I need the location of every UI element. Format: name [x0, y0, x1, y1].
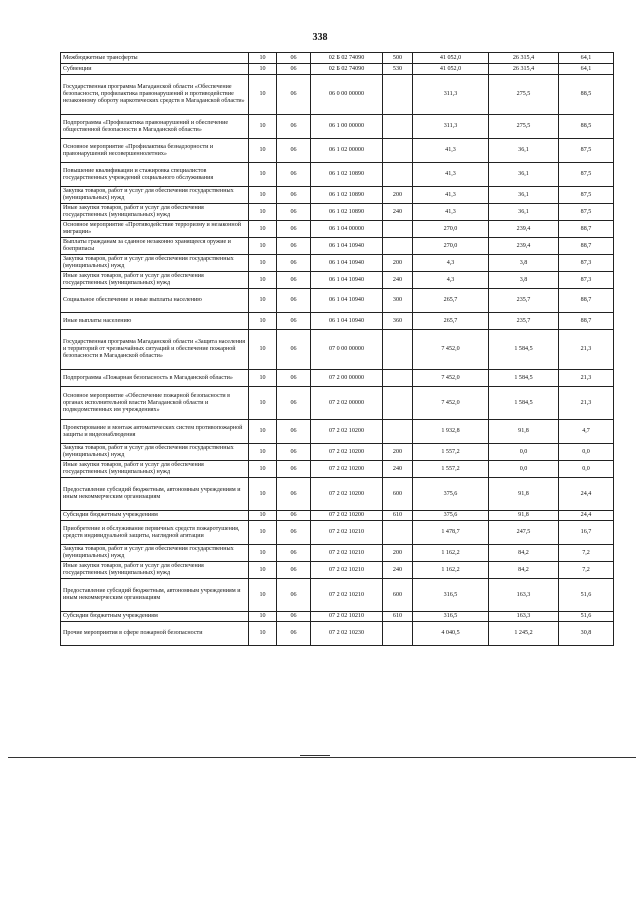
execution-percent-cell: 30,8 [559, 622, 614, 646]
planned-amount-cell: 4 040,5 [413, 622, 489, 646]
execution-percent-cell: 87,5 [559, 187, 614, 204]
razdel-cell: 10 [249, 612, 277, 622]
expense-type-cell: 200 [383, 255, 413, 272]
actual-amount-cell: 84,2 [489, 545, 559, 562]
razdel-cell: 10 [249, 521, 277, 545]
podrazdel-cell: 06 [277, 75, 311, 115]
expense-type-cell: 200 [383, 545, 413, 562]
table-row [61, 313, 614, 330]
name-cell: Иные закупки товаров, работ и услуг для обеспечения государственных (муниципальных) нужд [61, 461, 249, 478]
expense-type-cell: 610 [383, 511, 413, 521]
razdel-cell: 10 [249, 511, 277, 521]
razdel-cell: 10 [249, 75, 277, 115]
razdel-cell: 10 [249, 330, 277, 370]
name-cell: Иные закупки товаров, работ и услуг для обеспечения государственных (муниципальных) нужд [61, 204, 249, 221]
planned-amount-cell: 41,3 [413, 204, 489, 221]
target-article-cell: 06 1 04 10940 [311, 255, 383, 272]
podrazdel-cell: 06 [277, 139, 311, 163]
actual-amount-cell: 91,8 [489, 478, 559, 511]
table-row [61, 221, 614, 238]
execution-percent-cell: 64,1 [559, 64, 614, 75]
target-article-cell: 07 2 02 10210 [311, 612, 383, 622]
expense-type-cell: 610 [383, 612, 413, 622]
actual-amount-cell: 91,8 [489, 420, 559, 444]
table-row [61, 255, 614, 272]
execution-percent-cell: 51,6 [559, 579, 614, 612]
table-row [61, 521, 614, 545]
bottom-rule [8, 757, 636, 758]
execution-percent-cell: 87,5 [559, 204, 614, 221]
name-cell: Иные закупки товаров, работ и услуг для обеспечения государственных (муниципальных) нужд [61, 272, 249, 289]
actual-amount-cell: 247,5 [489, 521, 559, 545]
podrazdel-cell: 06 [277, 461, 311, 478]
target-article-cell: 07 2 02 10200 [311, 461, 383, 478]
table-row [61, 612, 614, 622]
podrazdel-cell: 06 [277, 511, 311, 521]
execution-percent-cell: 87,5 [559, 139, 614, 163]
expense-type-cell: 500 [383, 53, 413, 64]
name-cell: Подпрограмма «Профилактика правонарушений и обеспечение общественной безопасности в Магаданской области» [61, 115, 249, 139]
actual-amount-cell: 239,4 [489, 221, 559, 238]
planned-amount-cell: 1 478,7 [413, 521, 489, 545]
name-cell: Государственная программа Магаданской области «Защита населения и территорий от чрезвычайных ситуаций и обеспечение пожарной безопасности в Магаданской области» [61, 330, 249, 370]
expense-type-cell [383, 221, 413, 238]
budget-table [60, 52, 614, 646]
razdel-cell: 10 [249, 562, 277, 579]
podrazdel-cell: 06 [277, 221, 311, 238]
name-cell: Иные выплаты населению [61, 313, 249, 330]
podrazdel-cell: 06 [277, 53, 311, 64]
podrazdel-cell: 06 [277, 612, 311, 622]
execution-percent-cell: 87,3 [559, 255, 614, 272]
name-cell: Государственная программа Магаданской области «Обеспечение безопасности, профилактика правонарушений и противодействие незаконному обороту наркотических средств в Магаданской области» [61, 75, 249, 115]
table-row [61, 272, 614, 289]
name-cell: Межбюджетные трансферты [61, 53, 249, 64]
razdel-cell: 10 [249, 289, 277, 313]
name-cell: Основное мероприятие «Обеспечение пожарной безопасности в органах исполнительной власти Магаданской области и подведомственных им учреждениях» [61, 387, 249, 420]
execution-percent-cell: 21,3 [559, 387, 614, 420]
target-article-cell: 02 Б 02 74090 [311, 64, 383, 75]
execution-percent-cell: 16,7 [559, 521, 614, 545]
planned-amount-cell: 41,3 [413, 139, 489, 163]
name-cell: Социальное обеспечение и иные выплаты населению [61, 289, 249, 313]
name-cell: Закупка товаров, работ и услуг для обеспечения государственных (муниципальных) нужд [61, 444, 249, 461]
podrazdel-cell: 06 [277, 478, 311, 511]
expense-type-cell: 200 [383, 187, 413, 204]
name-cell: Основное мероприятие «Противодействие терроризму и незаконной миграции» [61, 221, 249, 238]
planned-amount-cell: 41 052,0 [413, 53, 489, 64]
razdel-cell: 10 [249, 461, 277, 478]
target-article-cell: 02 Б 02 74090 [311, 53, 383, 64]
execution-percent-cell: 88,7 [559, 221, 614, 238]
planned-amount-cell: 316,5 [413, 579, 489, 612]
razdel-cell: 10 [249, 163, 277, 187]
podrazdel-cell: 06 [277, 313, 311, 330]
target-article-cell: 07 2 02 00000 [311, 387, 383, 420]
execution-percent-cell: 64,1 [559, 53, 614, 64]
actual-amount-cell: 36,1 [489, 204, 559, 221]
expense-type-cell: 600 [383, 478, 413, 511]
table-row [61, 478, 614, 511]
actual-amount-cell: 91,8 [489, 511, 559, 521]
podrazdel-cell: 06 [277, 272, 311, 289]
table-row [61, 139, 614, 163]
target-article-cell: 07 2 02 10200 [311, 511, 383, 521]
name-cell: Иные закупки товаров, работ и услуг для обеспечения государственных (муниципальных) нужд [61, 562, 249, 579]
table-row [61, 187, 614, 204]
podrazdel-cell: 06 [277, 444, 311, 461]
podrazdel-cell: 06 [277, 115, 311, 139]
planned-amount-cell: 4,3 [413, 255, 489, 272]
razdel-cell: 10 [249, 478, 277, 511]
table-row [61, 115, 614, 139]
execution-percent-cell: 7,2 [559, 562, 614, 579]
podrazdel-cell: 06 [277, 562, 311, 579]
planned-amount-cell: 265,7 [413, 289, 489, 313]
podrazdel-cell: 06 [277, 204, 311, 221]
execution-percent-cell: 4,7 [559, 420, 614, 444]
target-article-cell: 07 2 02 10210 [311, 579, 383, 612]
razdel-cell: 10 [249, 53, 277, 64]
table-row [61, 461, 614, 478]
planned-amount-cell: 1 557,2 [413, 444, 489, 461]
actual-amount-cell: 235,7 [489, 289, 559, 313]
target-article-cell: 06 0 00 00000 [311, 75, 383, 115]
actual-amount-cell: 84,2 [489, 562, 559, 579]
target-article-cell: 07 2 02 10200 [311, 444, 383, 461]
target-article-cell: 06 1 02 00000 [311, 139, 383, 163]
razdel-cell: 10 [249, 545, 277, 562]
execution-percent-cell: 87,3 [559, 272, 614, 289]
actual-amount-cell: 163,3 [489, 612, 559, 622]
podrazdel-cell: 06 [277, 163, 311, 187]
planned-amount-cell: 41 052,0 [413, 64, 489, 75]
planned-amount-cell: 311,3 [413, 75, 489, 115]
name-cell: Субсидии бюджетным учреждениям [61, 511, 249, 521]
target-article-cell: 07 2 02 10210 [311, 545, 383, 562]
table-row [61, 238, 614, 255]
table-row [61, 330, 614, 370]
name-cell: Основное мероприятие «Профилактика безнадзорности и правонарушений несовершеннолетних» [61, 139, 249, 163]
execution-percent-cell: 0,0 [559, 461, 614, 478]
target-article-cell: 06 1 04 10940 [311, 272, 383, 289]
podrazdel-cell: 06 [277, 330, 311, 370]
table-row [61, 75, 614, 115]
name-cell: Выплаты гражданам за сданное незаконно хранящееся оружие и боеприпасы [61, 238, 249, 255]
target-article-cell: 07 2 02 10200 [311, 478, 383, 511]
execution-percent-cell: 88,5 [559, 115, 614, 139]
planned-amount-cell: 270,0 [413, 238, 489, 255]
planned-amount-cell: 375,6 [413, 478, 489, 511]
name-cell: Закупка товаров, работ и услуг для обеспечения государственных (муниципальных) нужд [61, 545, 249, 562]
actual-amount-cell: 36,1 [489, 139, 559, 163]
target-article-cell: 07 2 02 10230 [311, 622, 383, 646]
page-number: 338 [312, 32, 328, 43]
table-row [61, 420, 614, 444]
execution-percent-cell: 51,6 [559, 612, 614, 622]
target-article-cell: 06 1 04 10940 [311, 238, 383, 255]
actual-amount-cell: 275,5 [489, 115, 559, 139]
name-cell: Прочие мероприятия в сфере пожарной безопасности [61, 622, 249, 646]
podrazdel-cell: 06 [277, 387, 311, 420]
planned-amount-cell: 7 452,0 [413, 330, 489, 370]
actual-amount-cell: 1 245,2 [489, 622, 559, 646]
execution-percent-cell: 87,5 [559, 163, 614, 187]
planned-amount-cell: 265,7 [413, 313, 489, 330]
razdel-cell: 10 [249, 115, 277, 139]
planned-amount-cell: 1 932,8 [413, 420, 489, 444]
table-row [61, 545, 614, 562]
planned-amount-cell: 7 452,0 [413, 370, 489, 387]
name-cell: Приобретение и обслуживание первичных средств пожаротушения, средств индивидуальной защиты, наглядной агитации [61, 521, 249, 545]
razdel-cell: 10 [249, 387, 277, 420]
table-row [61, 387, 614, 420]
actual-amount-cell: 0,0 [489, 444, 559, 461]
actual-amount-cell: 36,1 [489, 187, 559, 204]
actual-amount-cell: 275,5 [489, 75, 559, 115]
expense-type-cell [383, 238, 413, 255]
table-row [61, 562, 614, 579]
target-article-cell: 06 1 00 00000 [311, 115, 383, 139]
razdel-cell: 10 [249, 64, 277, 75]
execution-percent-cell: 21,3 [559, 370, 614, 387]
actual-amount-cell: 0,0 [489, 461, 559, 478]
name-cell: Предоставление субсидий бюджетным, автономным учреждениям и иным некоммерческим организациям [61, 478, 249, 511]
table-row [61, 163, 614, 187]
table-row [61, 579, 614, 612]
table-row [61, 370, 614, 387]
table-row [61, 53, 614, 64]
execution-percent-cell: 21,3 [559, 330, 614, 370]
expense-type-cell [383, 139, 413, 163]
razdel-cell: 10 [249, 444, 277, 461]
name-cell: Субсидии бюджетным учреждениям [61, 612, 249, 622]
execution-percent-cell: 0,0 [559, 444, 614, 461]
expense-type-cell [383, 387, 413, 420]
expense-type-cell: 240 [383, 461, 413, 478]
expense-type-cell: 300 [383, 289, 413, 313]
target-article-cell: 07 2 02 10210 [311, 521, 383, 545]
target-article-cell: 06 1 02 10890 [311, 163, 383, 187]
podrazdel-cell: 06 [277, 238, 311, 255]
razdel-cell: 10 [249, 370, 277, 387]
razdel-cell: 10 [249, 622, 277, 646]
actual-amount-cell: 1 584,5 [489, 330, 559, 370]
planned-amount-cell: 41,3 [413, 163, 489, 187]
budget-table-body [61, 53, 614, 646]
name-cell: Подпрограмма «Пожарная безопасность в Магаданской области» [61, 370, 249, 387]
actual-amount-cell: 1 584,5 [489, 370, 559, 387]
execution-percent-cell: 88,7 [559, 313, 614, 330]
podrazdel-cell: 06 [277, 187, 311, 204]
podrazdel-cell: 06 [277, 289, 311, 313]
name-cell: Закупка товаров, работ и услуг для обеспечения государственных (муниципальных) нужд [61, 187, 249, 204]
actual-amount-cell: 26 315,4 [489, 64, 559, 75]
expense-type-cell [383, 521, 413, 545]
expense-type-cell: 240 [383, 562, 413, 579]
actual-amount-cell: 26 315,4 [489, 53, 559, 64]
expense-type-cell [383, 330, 413, 370]
planned-amount-cell: 270,0 [413, 221, 489, 238]
actual-amount-cell: 239,4 [489, 238, 559, 255]
target-article-cell: 07 2 02 10210 [311, 562, 383, 579]
actual-amount-cell: 163,3 [489, 579, 559, 612]
podrazdel-cell: 06 [277, 420, 311, 444]
actual-amount-cell: 1 584,5 [489, 387, 559, 420]
expense-type-cell: 600 [383, 579, 413, 612]
planned-amount-cell: 316,5 [413, 612, 489, 622]
target-article-cell: 06 1 02 10890 [311, 204, 383, 221]
actual-amount-cell: 235,7 [489, 313, 559, 330]
name-cell: Проектирование и монтаж автоматических систем противопожарной защиты и видеонаблюдения [61, 420, 249, 444]
expense-type-cell [383, 75, 413, 115]
table-row [61, 204, 614, 221]
razdel-cell: 10 [249, 420, 277, 444]
podrazdel-cell: 06 [277, 622, 311, 646]
execution-percent-cell: 7,2 [559, 545, 614, 562]
name-cell: Субвенции [61, 64, 249, 75]
table-row [61, 511, 614, 521]
target-article-cell: 06 1 02 10890 [311, 187, 383, 204]
razdel-cell: 10 [249, 579, 277, 612]
podrazdel-cell: 06 [277, 545, 311, 562]
razdel-cell: 10 [249, 313, 277, 330]
execution-percent-cell: 88,7 [559, 289, 614, 313]
execution-percent-cell: 24,4 [559, 511, 614, 521]
table-row [61, 64, 614, 75]
planned-amount-cell: 1 162,2 [413, 545, 489, 562]
planned-amount-cell: 7 452,0 [413, 387, 489, 420]
planned-amount-cell: 375,6 [413, 511, 489, 521]
name-cell: Повышение квалификации и стажировка специалистов государственных учреждений социального обслуживания [61, 163, 249, 187]
target-article-cell: 07 2 02 10200 [311, 420, 383, 444]
target-article-cell: 07 0 00 00000 [311, 330, 383, 370]
planned-amount-cell: 4,3 [413, 272, 489, 289]
expense-type-cell [383, 115, 413, 139]
table-row [61, 622, 614, 646]
actual-amount-cell: 3,8 [489, 272, 559, 289]
expense-type-cell: 360 [383, 313, 413, 330]
planned-amount-cell: 311,3 [413, 115, 489, 139]
expense-type-cell: 530 [383, 64, 413, 75]
execution-percent-cell: 24,4 [559, 478, 614, 511]
planned-amount-cell: 1 557,2 [413, 461, 489, 478]
razdel-cell: 10 [249, 187, 277, 204]
razdel-cell: 10 [249, 139, 277, 163]
expense-type-cell [383, 622, 413, 646]
expense-type-cell [383, 420, 413, 444]
podrazdel-cell: 06 [277, 255, 311, 272]
target-article-cell: 07 2 00 00000 [311, 370, 383, 387]
expense-type-cell [383, 370, 413, 387]
razdel-cell: 10 [249, 272, 277, 289]
expense-type-cell: 200 [383, 444, 413, 461]
podrazdel-cell: 06 [277, 64, 311, 75]
razdel-cell: 10 [249, 255, 277, 272]
target-article-cell: 06 1 04 10940 [311, 289, 383, 313]
target-article-cell: 06 1 04 00000 [311, 221, 383, 238]
bottom-rule-short [300, 755, 330, 756]
table-row [61, 289, 614, 313]
target-article-cell: 06 1 04 10940 [311, 313, 383, 330]
execution-percent-cell: 88,7 [559, 238, 614, 255]
actual-amount-cell: 36,1 [489, 163, 559, 187]
expense-type-cell: 240 [383, 272, 413, 289]
name-cell: Предоставление субсидий бюджетным, автономным учреждениям и иным некоммерческим организациям [61, 579, 249, 612]
razdel-cell: 10 [249, 204, 277, 221]
expense-type-cell [383, 163, 413, 187]
table-row [61, 444, 614, 461]
name-cell: Закупка товаров, работ и услуг для обеспечения государственных (муниципальных) нужд [61, 255, 249, 272]
actual-amount-cell: 3,8 [489, 255, 559, 272]
podrazdel-cell: 06 [277, 370, 311, 387]
planned-amount-cell: 41,3 [413, 187, 489, 204]
podrazdel-cell: 06 [277, 579, 311, 612]
razdel-cell: 10 [249, 221, 277, 238]
podrazdel-cell: 06 [277, 521, 311, 545]
planned-amount-cell: 1 162,2 [413, 562, 489, 579]
execution-percent-cell: 88,5 [559, 75, 614, 115]
razdel-cell: 10 [249, 238, 277, 255]
expense-type-cell: 240 [383, 204, 413, 221]
